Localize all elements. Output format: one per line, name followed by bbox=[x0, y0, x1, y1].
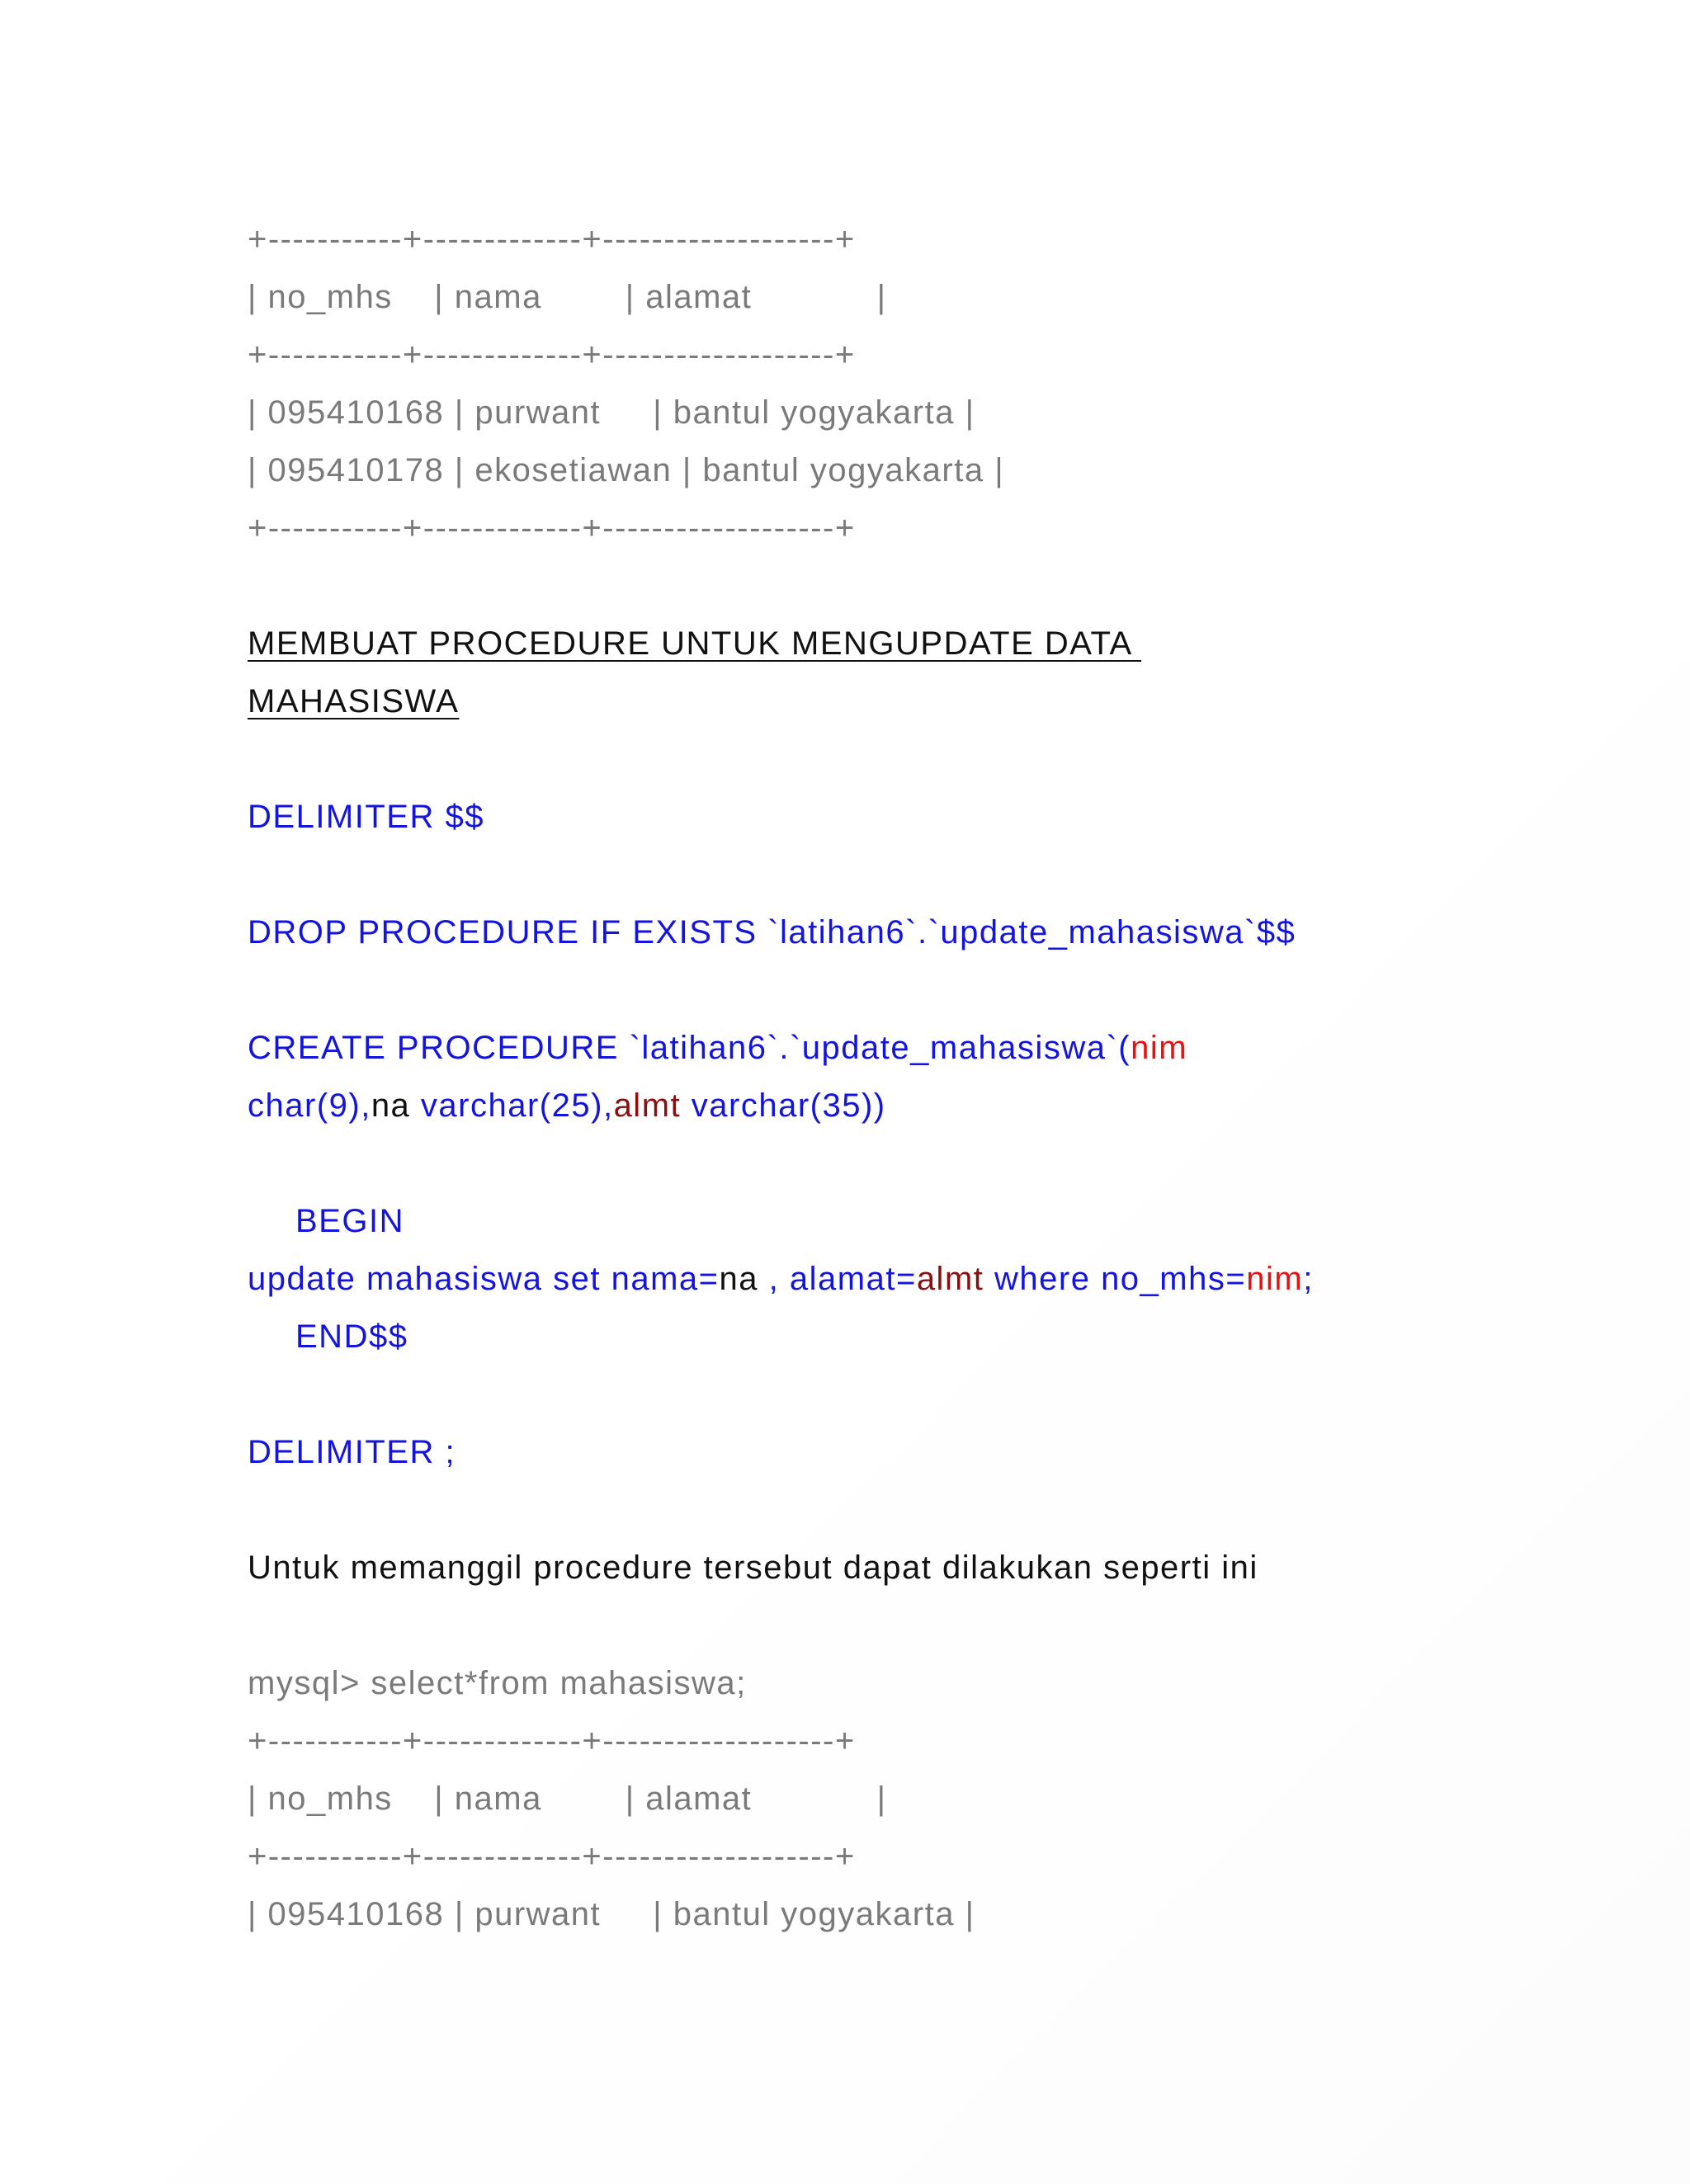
code-where-clause: where no_mhs= bbox=[984, 1261, 1247, 1297]
code-create-procedure-line2 bbox=[248, 1077, 1568, 1134]
spacer bbox=[248, 846, 1568, 903]
spacer bbox=[248, 1366, 1568, 1423]
code-var-nim: nim bbox=[1246, 1261, 1304, 1297]
table1-border-top: +-----------+-------------+-------------------+ bbox=[248, 221, 856, 257]
spacer bbox=[248, 1597, 1568, 1654]
spacer bbox=[248, 730, 1568, 788]
code-update-keyword: update mahasiswa set nama= bbox=[248, 1261, 720, 1297]
code-var-almt: almt bbox=[916, 1261, 984, 1297]
code-delimiter-end: DELIMITER ; bbox=[248, 1434, 456, 1470]
table2-row: | 095410168 | purwant | bantul yogyakarta | bbox=[248, 1896, 975, 1932]
spacer bbox=[248, 1481, 1568, 1539]
table1-row: | 095410178 | ekosetiawan | bantul yogyakarta | bbox=[248, 452, 1005, 488]
code-end: END$$ bbox=[295, 1318, 408, 1355]
code-param-nim: nim bbox=[1131, 1030, 1188, 1066]
code-set-alamat: , alamat= bbox=[758, 1261, 917, 1297]
table1-border-bottom: +-----------+-------------+-------------------+ bbox=[248, 510, 856, 546]
spacer bbox=[248, 557, 1568, 615]
code-type-varchar35: varchar(35)) bbox=[681, 1087, 886, 1124]
spacer bbox=[248, 1134, 1568, 1192]
body-paragraph: Untuk memanggil procedure tersebut dapat dilakukan seperti ini bbox=[248, 1550, 1258, 1586]
document-body bbox=[248, 210, 1568, 1943]
code-param-na: na bbox=[371, 1087, 411, 1124]
section-heading-line1: MEMBUAT PROCEDURE UNTUK MENGUPDATE DATA bbox=[248, 625, 1142, 662]
table1-row: | 095410168 | purwant | bantul yogyakarta | bbox=[248, 394, 975, 431]
code-type-varchar25: varchar(25), bbox=[410, 1087, 614, 1124]
code-create-keyword: CREATE PROCEDURE `latihan6`.`update_mahasiswa`( bbox=[248, 1030, 1131, 1066]
code-update-statement bbox=[248, 1250, 1568, 1308]
code-begin: BEGIN bbox=[295, 1203, 404, 1239]
table2-border-top: +-----------+-------------+-------------------+ bbox=[248, 1723, 856, 1759]
code-delimiter-start: DELIMITER $$ bbox=[248, 799, 484, 835]
table1-border-mid: +-----------+-------------+-------------------+ bbox=[248, 337, 856, 373]
spacer bbox=[248, 961, 1568, 1019]
code-semicolon: ; bbox=[1303, 1261, 1314, 1297]
code-type-char: char(9), bbox=[248, 1087, 371, 1124]
section-heading-line2: MAHASISWA bbox=[248, 683, 460, 719]
table2-header: | no_mhs | nama | alamat | bbox=[248, 1781, 887, 1817]
code-param-almt: almt bbox=[613, 1087, 682, 1124]
code-var-na: na bbox=[719, 1261, 759, 1297]
table1-header: | no_mhs | nama | alamat | bbox=[248, 279, 887, 315]
table2-border-mid: +-----------+-------------+-------------------+ bbox=[248, 1838, 856, 1875]
code-create-procedure-line1 bbox=[248, 1019, 1568, 1077]
code-drop-procedure: DROP PROCEDURE IF EXISTS `latihan6`.`update_mahasiswa`$$ bbox=[248, 914, 1296, 950]
mysql-query: mysql> select*from mahasiswa; bbox=[248, 1665, 747, 1701]
